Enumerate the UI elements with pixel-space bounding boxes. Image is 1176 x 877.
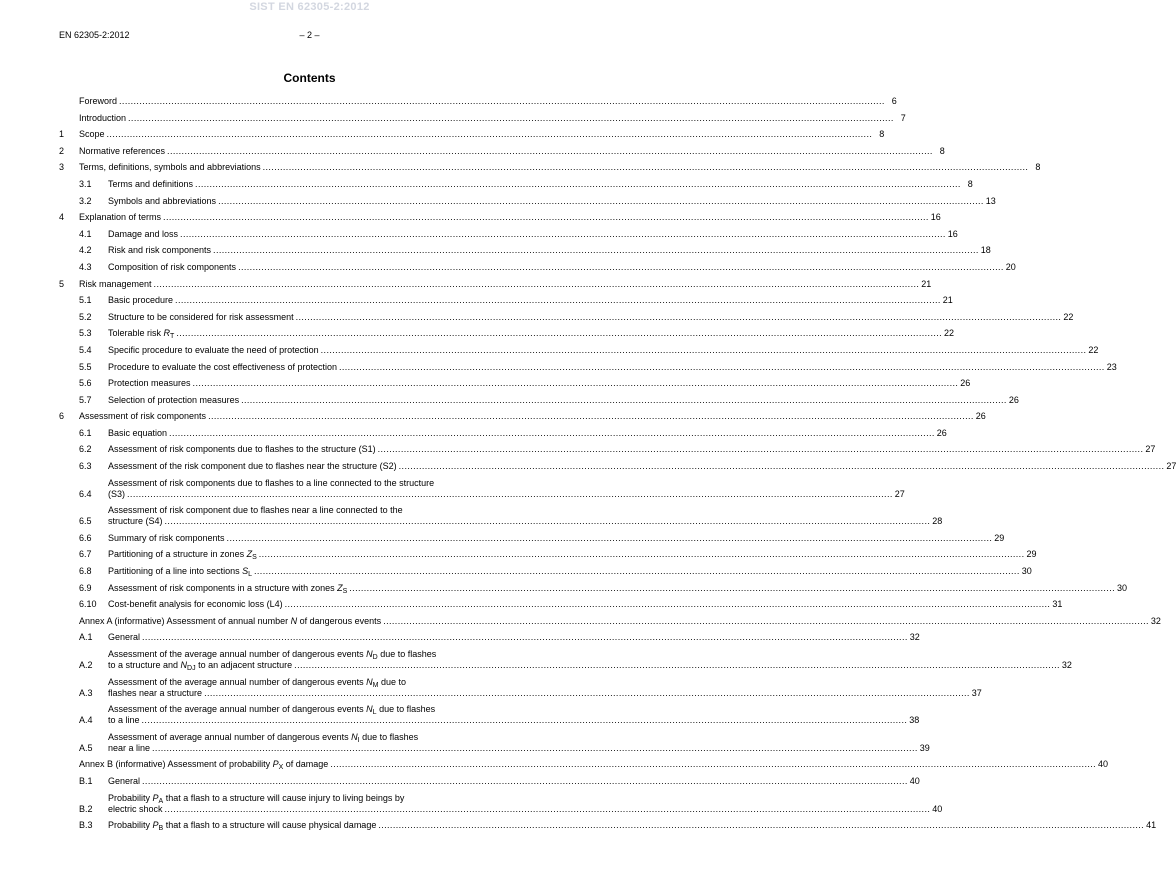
page-number: – 2 – [299, 30, 320, 40]
toc-title: Basic procedure [108, 295, 174, 306]
page-title: Contents [283, 71, 336, 85]
toc-number: 6.5 [79, 516, 92, 527]
toc-page-number: 38 [909, 715, 920, 726]
toc-number: B.1 [79, 775, 93, 786]
toc-page-number: 39 [919, 742, 930, 753]
dot-leader [154, 279, 920, 290]
document-id: EN 62305-2:2012 [59, 30, 130, 40]
toc-entry [59, 228, 958, 240]
dot-leader [142, 776, 908, 787]
toc-entry [59, 378, 971, 389]
toc-entry [59, 195, 996, 207]
toc-entry [59, 792, 943, 815]
toc-page-number: 20 [1005, 261, 1016, 272]
toc-title: Risk management [79, 278, 152, 289]
toc-entry [59, 505, 943, 527]
dot-leader [378, 444, 1144, 455]
toc-entry [59, 759, 1109, 772]
toc-number: B.3 [79, 820, 93, 831]
toc-page-number: 8 [1035, 162, 1041, 173]
dot-leader [107, 129, 873, 140]
toc-number: 5.6 [79, 378, 92, 389]
toc-page-number: 40 [1098, 759, 1109, 770]
toc-number: 4.3 [79, 261, 92, 272]
toc-title: Explanation of terms [79, 212, 162, 223]
toc-number: 5 [59, 278, 65, 289]
toc-title: Assessment of risk components [79, 411, 207, 422]
toc-title: General [108, 632, 141, 643]
toc-page-number: 28 [932, 516, 943, 527]
toc-title: Partitioning of a structure in zones $Z_S$ [108, 549, 257, 562]
toc-entry [59, 411, 986, 422]
toc-number: 6.9 [79, 582, 92, 593]
dot-leader [208, 411, 974, 422]
toc-entry [59, 344, 1099, 356]
toc-title: Assessment of the average annual number of dangerous events $N_D$ due to flashes [108, 649, 437, 661]
toc-number: 6.4 [79, 488, 92, 499]
toc-title: Composition of risk components [108, 261, 237, 272]
toc-number: 6.2 [79, 444, 92, 455]
toc-title: Symbols and abbreviations [108, 195, 217, 206]
dot-leader [142, 632, 908, 643]
dot-leader [142, 715, 908, 726]
dot-leader [399, 461, 1165, 472]
toc-page-number: 8 [967, 178, 973, 189]
toc-entry [59, 245, 991, 256]
toc-title: Assessment of risk components due to flashes to a line connected to the structure [108, 477, 435, 488]
toc-number: 5.4 [79, 344, 92, 355]
toc-title: Protection measures [108, 378, 191, 389]
toc-page-number: 40 [909, 775, 920, 786]
dot-leader [213, 245, 979, 256]
toc-title: Procedure to evaluate the cost effectiveness of protection [108, 361, 337, 372]
toc-title: Probability $P_A$ that a flash to a structure will cause injury to living beings by [108, 792, 405, 805]
toc-entry [59, 261, 1016, 273]
toc-page-number: 26 [975, 411, 986, 422]
toc-title: to a structure and $N_{DJ}$ to an adjacent structure [108, 660, 293, 672]
dot-leader [254, 566, 1020, 577]
toc-entry [59, 704, 920, 726]
toc-title: Terms and definitions [108, 178, 194, 189]
toc-title: (S3) [108, 488, 126, 499]
dot-leader [180, 229, 946, 240]
dot-leader [259, 549, 1025, 560]
toc-entry [59, 212, 941, 223]
toc-number: B.2 [79, 803, 93, 814]
toc-page-number: 41 [1146, 820, 1157, 831]
toc-entry [59, 129, 885, 140]
toc-number: 5.7 [79, 394, 92, 405]
toc-title: near a line [108, 742, 151, 753]
toc-entry [59, 295, 953, 306]
toc-page-number: 21 [921, 278, 932, 289]
toc-entry [59, 676, 982, 699]
toc-page-number: 22 [944, 328, 955, 339]
toc-entry [59, 582, 1128, 595]
toc-title: Specific procedure to evaluate the need of protection [108, 344, 319, 355]
toc-entry [59, 328, 955, 341]
toc-page-number: 7 [900, 112, 906, 123]
toc-page-number: 18 [980, 245, 991, 256]
toc-entry [59, 311, 1074, 323]
toc-number: 6.8 [79, 566, 92, 577]
toc-entry [59, 162, 1041, 173]
toc-number: 1 [59, 129, 65, 140]
toc-title: Assessment of the average annual number of dangerous events $N_M$ due to [108, 676, 407, 689]
dot-leader [218, 196, 984, 207]
toc-number: 3.2 [79, 195, 92, 206]
toc-entry [59, 178, 973, 190]
dot-leader [349, 583, 1115, 594]
toc-entry [59, 361, 1117, 373]
dot-leader [127, 489, 893, 500]
toc-number: 6.3 [79, 461, 92, 472]
dot-leader [167, 146, 933, 157]
toc-title: Assessment of the average annual number of dangerous events $N_L$ due to flashes [108, 704, 436, 717]
toc-title: Assessment of risk components due to flashes to the structure (S1) [108, 444, 376, 455]
toc-title: Partitioning of a line into sections $S_L$ [108, 566, 252, 579]
toc-page-number: 6 [891, 96, 897, 106]
toc-page-number: 21 [942, 295, 953, 306]
dot-leader [294, 660, 1060, 671]
toc-title: Scope [79, 129, 105, 140]
toc-page-number: 32 [1150, 615, 1161, 626]
toc-entry [59, 532, 1005, 544]
toc-title: structure (S4) [108, 516, 163, 527]
toc-page-number: 23 [1106, 361, 1117, 372]
dot-leader [238, 262, 1004, 273]
toc-entry [59, 394, 1019, 406]
toc-entry [59, 278, 932, 290]
toc-title: Tolerable risk $R_T$ [108, 328, 175, 341]
toc-title: Assessment of risk component due to flashes near a line connected to the [108, 505, 403, 516]
toc-entry [59, 615, 1161, 627]
dot-leader [165, 804, 931, 815]
toc-page-number: 40 [932, 803, 943, 814]
toc-title: Risk and risk components [108, 245, 212, 256]
toc-number: 6.10 [79, 599, 97, 610]
toc-entry [59, 820, 1157, 833]
toc-entry [59, 145, 945, 157]
toc-title: Introduction [79, 112, 127, 123]
toc-number: 6 [59, 411, 65, 422]
dot-leader [378, 820, 1144, 831]
toc-page-number: 13 [985, 195, 996, 206]
toc-number: 5.2 [79, 311, 92, 322]
toc-page-number: 16 [947, 228, 958, 239]
dot-leader [339, 362, 1105, 373]
toc-number: A.4 [79, 715, 93, 726]
dot-leader [119, 96, 885, 107]
dot-leader [321, 345, 1087, 356]
toc-page-number: 8 [879, 129, 885, 140]
toc-page-number: 31 [1052, 599, 1063, 610]
toc-title: Basic equation [108, 427, 168, 438]
toc-entry [59, 444, 1156, 455]
toc-title: Foreword [79, 96, 118, 106]
toc-number: A.3 [79, 687, 93, 698]
toc-entry [59, 731, 930, 754]
toc-entry [59, 427, 947, 439]
dot-leader [128, 113, 894, 124]
dot-leader [193, 378, 959, 389]
toc-number: A.1 [79, 632, 93, 643]
toc-entry [59, 649, 1072, 672]
dot-leader [165, 516, 931, 527]
toc-entry [59, 549, 1037, 562]
dot-leader [175, 295, 941, 306]
toc-page-number: 29 [1026, 549, 1037, 560]
dot-leader [204, 688, 970, 699]
toc-title: Normative references [79, 145, 166, 156]
toc-page-number: 30 [1021, 566, 1032, 577]
dot-leader [169, 428, 935, 439]
dot-leader [241, 395, 1007, 406]
toc-page-number: 26 [936, 427, 947, 438]
toc-entry [59, 477, 905, 500]
toc-number: 3 [59, 162, 65, 173]
toc-page-number: 27 [894, 488, 905, 499]
toc-title: Annex A (informative) Assessment of annual number N of dangerous events [79, 615, 382, 626]
toc-page-number: 16 [930, 212, 941, 223]
toc-title: Damage and loss [108, 228, 179, 239]
toc-number: 6.1 [79, 427, 92, 438]
toc-entry [59, 599, 1063, 610]
dot-leader [163, 212, 929, 223]
toc-entry [59, 112, 906, 124]
toc-title: Assessment of average annual number of dangerous events $N_I$ due to flashes [108, 731, 419, 744]
toc-title: Probability $P_B$ that a flash to a structure will cause physical damage [108, 820, 377, 833]
toc-page-number: 32 [909, 632, 920, 643]
dot-leader [285, 599, 1051, 610]
toc-page-number: 8 [939, 145, 945, 156]
toc-page-number: 27 [1166, 461, 1176, 472]
toc-page-number: 22 [1063, 311, 1074, 322]
toc-page-number: 26 [960, 378, 971, 389]
toc-page-number: 22 [1088, 344, 1099, 355]
toc-number: A.5 [79, 742, 93, 753]
dot-leader [296, 312, 1062, 323]
toc-title: Summary of risk components [108, 532, 225, 543]
toc-number: 6.7 [79, 549, 92, 560]
toc-entry [59, 632, 920, 643]
toc-title: to a line [108, 715, 140, 726]
toc-page-number: 37 [971, 687, 982, 698]
toc-page-number: 32 [1061, 660, 1072, 670]
toc-number: 4.2 [79, 245, 92, 256]
toc-title: Selection of protection measures [108, 394, 240, 405]
toc-page-number: 30 [1117, 582, 1128, 593]
toc-number: 6.6 [79, 532, 92, 543]
toc-number: 5.1 [79, 295, 92, 306]
toc-title: Assessment of the risk component due to flashes near the structure (S2) [108, 461, 397, 472]
toc-title: Terms, definitions, symbols and abbreviations [79, 162, 261, 173]
toc-entry [59, 461, 1176, 472]
toc-title: General [108, 775, 141, 786]
dot-leader [263, 162, 1029, 173]
watermark: SIST EN 62305-2:2012 [249, 1, 370, 13]
table-of-contents [59, 96, 1176, 837]
toc-title: Structure to be considered for risk assessment [108, 311, 294, 322]
toc-number: 3.1 [79, 178, 92, 189]
dot-leader [152, 743, 918, 754]
dot-leader [195, 179, 961, 190]
dot-leader [383, 616, 1149, 627]
toc-number: 4 [59, 212, 65, 223]
toc-title: electric shock [108, 803, 163, 814]
toc-number: A.2 [79, 660, 93, 670]
toc-number: 5.5 [79, 361, 92, 372]
toc-entry [59, 566, 1032, 579]
toc-number: 4.1 [79, 228, 92, 239]
toc-entry [59, 775, 920, 787]
dot-leader [330, 759, 1096, 770]
dot-leader [227, 533, 993, 544]
toc-title: flashes near a structure [108, 687, 203, 698]
toc-page-number: 26 [1008, 394, 1019, 405]
toc-title: Cost-benefit analysis for economic loss (L4) [108, 599, 283, 610]
toc-title: Annex B (informative) Assessment of probability $P_X$ of damage [79, 759, 329, 772]
toc-entry [59, 96, 897, 107]
toc-title: Assessment of risk components in a structure with zones $Z_S$ [108, 582, 348, 595]
toc-number: 2 [59, 145, 65, 156]
dot-leader [176, 328, 942, 339]
toc-page-number: 27 [1145, 444, 1156, 455]
toc-number: 5.3 [79, 328, 92, 339]
toc-page-number: 29 [994, 532, 1005, 543]
